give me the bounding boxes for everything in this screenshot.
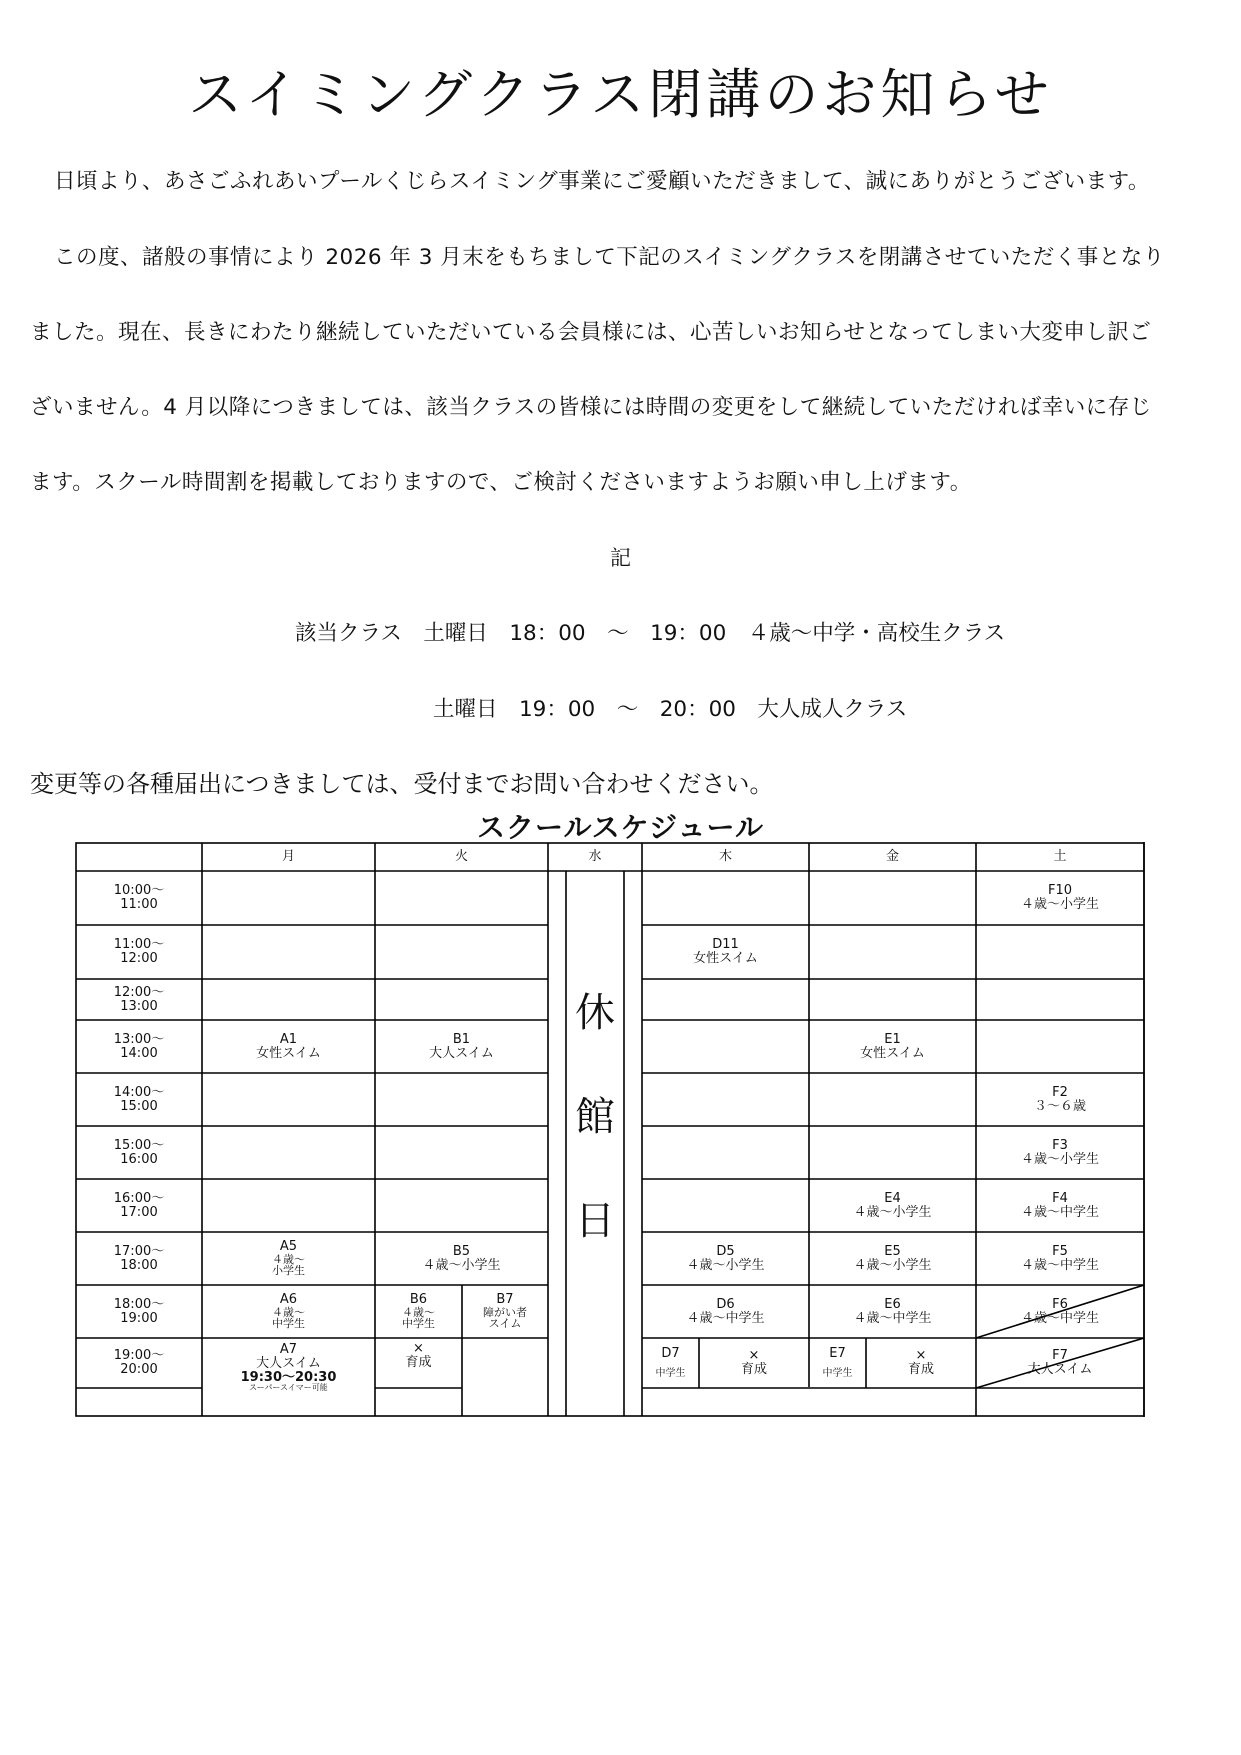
day-header-mon: 月 [281,849,295,865]
class-d7: D7 中学生 [655,1345,686,1379]
day-header-fri: 金 [885,849,899,865]
class-a6: A6 ４歳～ 中学生 [272,1292,305,1331]
notice-line-2: ました。現在、長きにわたり継続していただいている会員様には、心苦しいお知らせとなってしまい大変申し訳ご [30,320,1152,345]
time-label: 12:00～ 13:00 [113,984,165,1014]
footer-note: 変更等の各種届出につきましては、受付までお問い合わせください。 [30,770,774,798]
class-e7: E7 中学生 [822,1345,853,1379]
class-d-ikusei: × 育成 [740,1348,767,1377]
class-f6: F6 ４歳～中学生 [1020,1296,1099,1326]
class-d6: D6 ４歳～中学生 [686,1296,765,1326]
class-a1: A1 女性スイム [256,1031,321,1061]
page-title: スイミングクラス閉講のお知らせ [188,63,1053,126]
notice-line-3: ざいません。4 月以降につきましては、該当クラスの皆様には時間の変更をして継続していただければ幸いに存じ [30,395,1152,420]
class-a5: A5 ４歳～ 小学生 [272,1239,305,1278]
class-f7: F7 大人スイム [1027,1348,1093,1377]
class-f3: F3 ４歳～小学生 [1020,1137,1099,1167]
class-f5: F5 ４歳～中学生 [1020,1243,1099,1273]
notice-line-1: この度、諸般の事情により 2026 年 3 月末をもちまして下記のスイミングクラスを閉講させていただく事となり [54,245,1165,270]
ki-heading: 記 [610,546,631,570]
class-d5: D5 ４歳～小学生 [686,1243,765,1273]
day-header-wed: 水 [588,849,602,865]
time-label: 17:00～ 18:00 [113,1243,165,1273]
class-f10: F10 ４歳～小学生 [1020,883,1099,912]
time-label: 15:00～ 16:00 [113,1137,165,1167]
day-header-thu: 木 [718,849,732,865]
class-b6: B6 ４歳～ 中学生 [402,1292,435,1331]
class-e5: E5 ４歳～小学生 [853,1243,932,1273]
class-b7: B7 障がい者 スイム [483,1292,527,1331]
schedule-title: スクールスケジュール [477,811,764,844]
class-e1: E1 女性スイム [860,1031,925,1061]
notice-line-4: ます。スクール時間割を掲載しておりますので、ご検討くださいますようお願い申し上げます。 [30,470,972,495]
class-f4: F4 ４歳～中学生 [1020,1190,1099,1220]
class-b5: B5 ４歳～小学生 [422,1243,501,1273]
class-f2: F2 ３～６歳 [1033,1084,1086,1114]
time-label: 16:00～ 17:00 [113,1190,165,1220]
class-b-ikusei: × 育成 [405,1341,432,1370]
class-e4: E4 ４歳～小学生 [853,1190,932,1220]
class-d11: D11 女性スイム [693,937,758,966]
day-header-tue: 火 [454,849,468,865]
closed-day-label: 休 館 日 [575,990,615,1244]
time-label: 10:00～ 11:00 [113,883,165,912]
time-label: 18:00～ 19:00 [113,1296,165,1326]
class-a7: A7 大人スイム 19:30～20:30 スーパースイマー可能 [240,1342,337,1393]
time-label: 19:00～ 20:00 [113,1348,165,1377]
class-line-2: 土曜日 19：00 ～ 20：00 大人成人クラス [433,697,908,722]
time-label: 11:00～ 12:00 [113,937,165,966]
time-label: 13:00～ 14:00 [113,1031,165,1061]
class-e6: E6 ４歳～中学生 [853,1296,932,1326]
time-label: 14:00～ 15:00 [113,1084,165,1114]
day-header-sat: 土 [1053,849,1067,865]
greeting-paragraph: 日頃より、あさごふれあいプールくじらスイミング事業にご愛顧いただきまして、誠にありがとうございます。 [54,169,1150,194]
schedule-table [75,842,1145,1417]
class-b1: B1 大人スイム [429,1031,494,1061]
class-e-ikusei: × 育成 [907,1348,934,1377]
class-line-1: 該当クラス 土曜日 18：00 ～ 19：00 ４歳～中学・高校生クラス [295,621,1006,646]
